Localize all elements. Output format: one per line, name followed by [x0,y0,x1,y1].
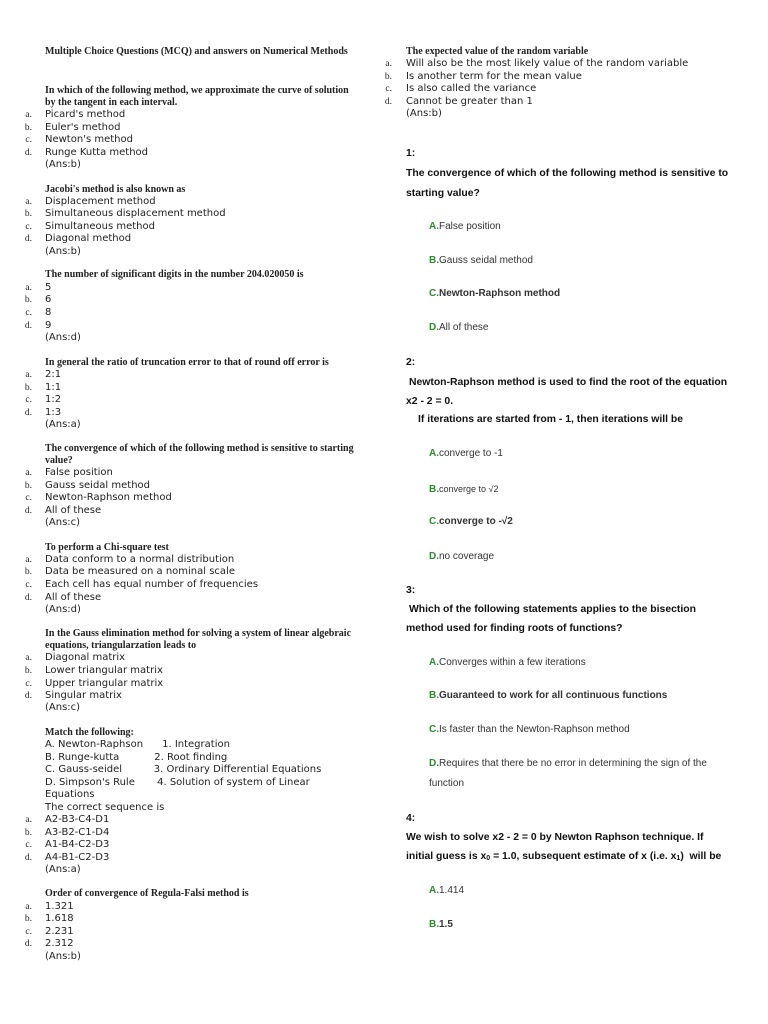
question-number-2: 2: [406,357,416,368]
match-line-1: A. Newton-Raphson 1. Integration [45,739,230,750]
option-a: A.converge to -1 [429,448,503,459]
question-3-line-1: Which of the following statements applies to the bisection [409,604,696,615]
question-2-line-2: x2 - 2 = 0. [406,396,454,407]
option-a: A.False position [429,221,501,232]
match-line-2: B. Runge-kutta 2. Root finding [45,752,228,763]
match-line-5: Equations [45,789,95,800]
answer: (Ans:a) [45,864,81,875]
question-3-line-2: method used for finding roots of functions? [406,623,623,634]
option-a: A.1.414 [429,885,465,896]
answer: (Ans:d) [45,332,81,343]
option-b: B.converge to √2 [429,484,499,495]
option-b: B.Gauss seidal method [429,255,533,266]
question-2: Jacobi's method is also known as [45,184,186,195]
answer: (Ans:b) [45,951,81,962]
question-4-line-2: initial guess is x0 = 1.0, subsequent estimate of x (i.e. x1) will be [406,851,722,862]
match-line-3: C. Gauss-seidel 3. Ordinary Differential Equations [45,764,322,775]
option-d: D.Requires that there be no error in determining the sign of the function [429,758,707,789]
answer: (Ans:c) [45,702,81,713]
question-4-line-1: We wish to solve x2 - 2 = 0 by Newton Raphson technique. If [406,832,704,843]
question-5: The convergence of which of the following method is sensitive to starting value? [45,443,354,467]
question-1-text: The convergence of which of the following method is sensitive to starting value? [406,168,729,199]
question-4: In general the ratio of truncation error to that of round off error is [45,357,329,368]
question-8: Match the following: [45,727,134,738]
question-6: To perform a Chi-square test [45,542,169,553]
option-d: D.no coverage [429,551,495,562]
question-7: In the Gauss elimination method for solving a system of linear algebraic equations, triangularzation leads to [45,628,352,652]
answer: (Ans:a) [45,419,81,430]
question-1: In which of the following method, we approximate the curve of solution by the tangent in each interval. [45,85,349,109]
match-line-4: D. Simpson's Rule 4. Solution of system of Linear [45,777,310,788]
answer: (Ans:b) [45,246,81,257]
option-b: B.1.5 [429,919,453,930]
question-2-line-1: Newton-Raphson method is used to find the root of the equation [409,377,728,388]
option-c: C.Newton-Raphson method [429,288,561,299]
question-3: The number of significant digits in the number 204.020050 is [45,269,304,280]
match-prompt: The correct sequence is [45,802,165,813]
option-c: C.converge to -√2 [429,516,513,527]
question-number-3: 3: [406,585,416,596]
answer: (Ans:b) [406,108,442,119]
document-title: Multiple Choice Questions (MCQ) and answers on Numerical Methods [45,46,348,57]
question-2-line-3: If iterations are started from - 1, then iterations will be [418,414,684,425]
question-9: Order of convergence of Regula-Falsi method is [45,888,249,899]
option-d: D.All of these [429,322,489,333]
answer: (Ans:d) [45,604,81,615]
option-b: B.Guaranteed to work for all continuous functions [429,690,668,701]
question-number-1: 1: [406,148,416,159]
option-a: A.Converges within a few iterations [429,657,586,668]
option-c: C.Is faster than the Newton-Raphson method [429,724,630,735]
answer: (Ans:b) [45,159,81,170]
answer: (Ans:c) [45,517,81,528]
question-random-variable: The expected value of the random variable [406,46,589,57]
question-number-4: 4: [406,813,416,824]
